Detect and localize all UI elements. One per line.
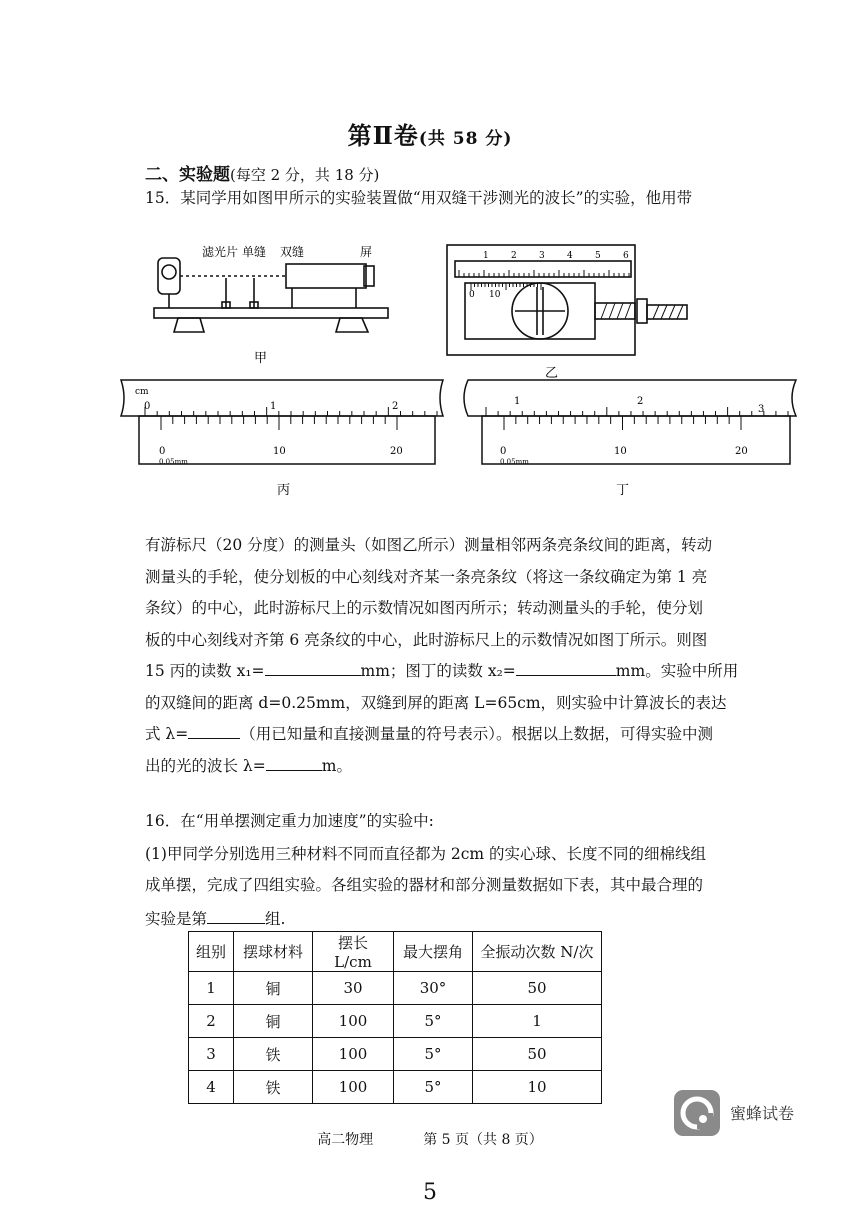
bing-unit: cm: [135, 387, 149, 397]
cell: 50: [473, 1038, 602, 1071]
table-row: [189, 1071, 602, 1104]
bing-vernier-label: 10: [273, 446, 286, 457]
section-heading-text: 二、实验题: [145, 165, 230, 185]
cell: 5°: [394, 1038, 473, 1071]
text: （用已知量和直接测量量的符号表示）。根据以上数据，可得实验中测: [240, 725, 714, 743]
q16-p3: [145, 909, 285, 928]
q15-line: 有游标尺（20 分度）的测量头（如图乙所示）测量相邻两条亮条纹间的距离，转动: [145, 536, 713, 554]
title-main: 第Ⅱ卷: [347, 121, 419, 150]
answer-blank-x1[interactable]: [265, 661, 361, 676]
cell: 1: [473, 1005, 602, 1038]
figure-ding: [458, 378, 803, 498]
caption-ding: 丁: [616, 483, 630, 498]
caption-yi: 乙: [545, 366, 559, 381]
cell: 5°: [394, 1005, 473, 1038]
cell: 100: [313, 1071, 394, 1104]
section-note: (每空 2 分，共 18 分): [230, 166, 380, 184]
yi-tick-label: 3: [539, 251, 545, 261]
caption-jia: 甲: [254, 351, 268, 366]
text: mm。实验中所用: [615, 662, 739, 680]
text: 出的光的波长 λ=: [145, 756, 266, 775]
label-filter: 滤光片: [202, 245, 239, 259]
ding-precision: 0.05mm: [500, 458, 529, 466]
q15-line: 测量头的手轮，使分划板的中心刻线对齐某一条亮条纹（将这一条纹确定为第 1 亮: [145, 567, 708, 586]
title-sub: (共 58 分): [418, 129, 513, 149]
cell: 1: [189, 972, 234, 1005]
label-screen: 屏: [360, 245, 373, 259]
text: m。: [321, 756, 352, 775]
ding-vernier-label: 10: [614, 446, 627, 457]
table-header: 组别: [189, 932, 234, 972]
q15-line-7: [145, 719, 745, 751]
cell: 铜: [234, 972, 313, 1005]
text: 15 丙的读数 x₁=: [145, 662, 265, 680]
q16-intro: 16．在“用单摆测定重力加速度”的实验中:: [145, 812, 434, 830]
q15-line-8: [145, 751, 745, 783]
q15-line: 板的中心刻线对齐第 6 亮条纹的中心，此时游标尺上的示数情况如图丁所示。则图: [145, 630, 708, 649]
answer-blank-wavelength[interactable]: [266, 756, 322, 771]
text: mm；图丁的读数 x₂=: [360, 662, 516, 680]
cell: 铁: [234, 1071, 313, 1104]
q15-line: 的双缝间的距离 d=0.25mm，双缝到屏的距离 L=65cm，则实验中计算波长的表达: [145, 693, 727, 712]
yi-tick-label: 5: [595, 251, 601, 261]
yi-scale-ticks: [459, 270, 629, 290]
table-row: [189, 1005, 602, 1038]
answer-blank-x2[interactable]: [516, 661, 616, 676]
label-single-slit: 单缝: [242, 245, 267, 259]
page-title: [0, 116, 860, 151]
ding-main-label: 3: [758, 404, 765, 415]
bing-main-label: 2: [392, 401, 399, 412]
answer-blank-formula[interactable]: [188, 724, 240, 739]
figure-yi: [445, 243, 695, 383]
table-row: [189, 972, 602, 1005]
table-header: 全振动次数 N/次: [473, 932, 602, 972]
cell: 4: [189, 1071, 234, 1104]
page-footer: [0, 1129, 860, 1149]
yi-tick-label: 4: [567, 251, 573, 261]
yi-tick-label: 6: [623, 251, 629, 261]
q15-line: 条纹）的中心，此时游标尺上的示数情况如图丙所示；转动测量头的手轮，使分划: [145, 599, 704, 617]
cell: 2: [189, 1005, 234, 1038]
figure-bing: [115, 378, 450, 498]
watermark-text: 蜜蜂试卷: [730, 1104, 795, 1123]
caption-bing: 丙: [277, 483, 291, 498]
ding-main-label: 1: [514, 396, 521, 407]
yi-vernier-label: 0: [469, 290, 475, 300]
yi-tick-label: 1: [483, 251, 489, 261]
measuring-head-drawing: [447, 245, 687, 355]
apparatus-drawing: [154, 258, 388, 332]
q15-body: [145, 530, 745, 782]
answer-blank-group[interactable]: [207, 909, 265, 924]
ding-ticks: [486, 407, 788, 430]
cell: 铜: [234, 1005, 313, 1038]
bing-main-label: 0: [144, 401, 151, 412]
table-header: 摆球材料: [234, 932, 313, 972]
q15-line-5: [145, 656, 745, 688]
bing-main-label: 1: [270, 401, 277, 412]
table-header: 最大摆角: [394, 932, 473, 972]
cell: 3: [189, 1038, 234, 1071]
label-double-slit: 双缝: [280, 245, 305, 259]
ding-vernier-label: 0: [500, 446, 507, 457]
footer-page: 第 5 页（共 8 页）: [423, 1132, 543, 1148]
footer-subject: 高二物理: [317, 1132, 374, 1148]
bing-vernier-label: 0: [159, 446, 166, 457]
table-row: [189, 1038, 602, 1071]
cell: 30: [313, 972, 394, 1005]
pendulum-data-table: [188, 931, 602, 1104]
yi-tick-label: 2: [511, 251, 517, 261]
cell: 100: [313, 1038, 394, 1071]
cell: 10: [473, 1071, 602, 1104]
section-heading: [145, 160, 379, 185]
q16-p1: (1)甲同学分别选用三种材料不同而直径都为 2cm 的实心球、长度不同的细棉线组: [145, 845, 707, 863]
text: 实验是第: [145, 910, 208, 928]
bing-vernier-label: 20: [390, 446, 403, 457]
bing-precision: 0.05mm: [159, 458, 188, 466]
q15-intro: 15．某同学用如图甲所示的实验装置做“用双缝干涉测光的波长”的实验，他用带: [145, 189, 693, 207]
ding-main-label: 2: [637, 396, 644, 407]
table-header-row: [189, 932, 602, 972]
text: 式 λ=: [145, 725, 189, 743]
cell: 30°: [394, 972, 473, 1005]
table-header: 摆长 L/cm: [313, 932, 394, 972]
cell: 100: [313, 1005, 394, 1038]
yi-vernier-label: 10: [489, 290, 501, 300]
cell: 5°: [394, 1071, 473, 1104]
cell: 铁: [234, 1038, 313, 1071]
text: 组.: [265, 910, 286, 928]
cell: 50: [473, 972, 602, 1005]
page-number: 5: [423, 1180, 437, 1205]
ding-vernier-label: 20: [735, 446, 748, 457]
q16-p2: 成单摆，完成了四组实验。各组实验的器材和部分测量数据如下表，其中最合理的: [145, 876, 704, 894]
figure-jia: [150, 240, 395, 370]
